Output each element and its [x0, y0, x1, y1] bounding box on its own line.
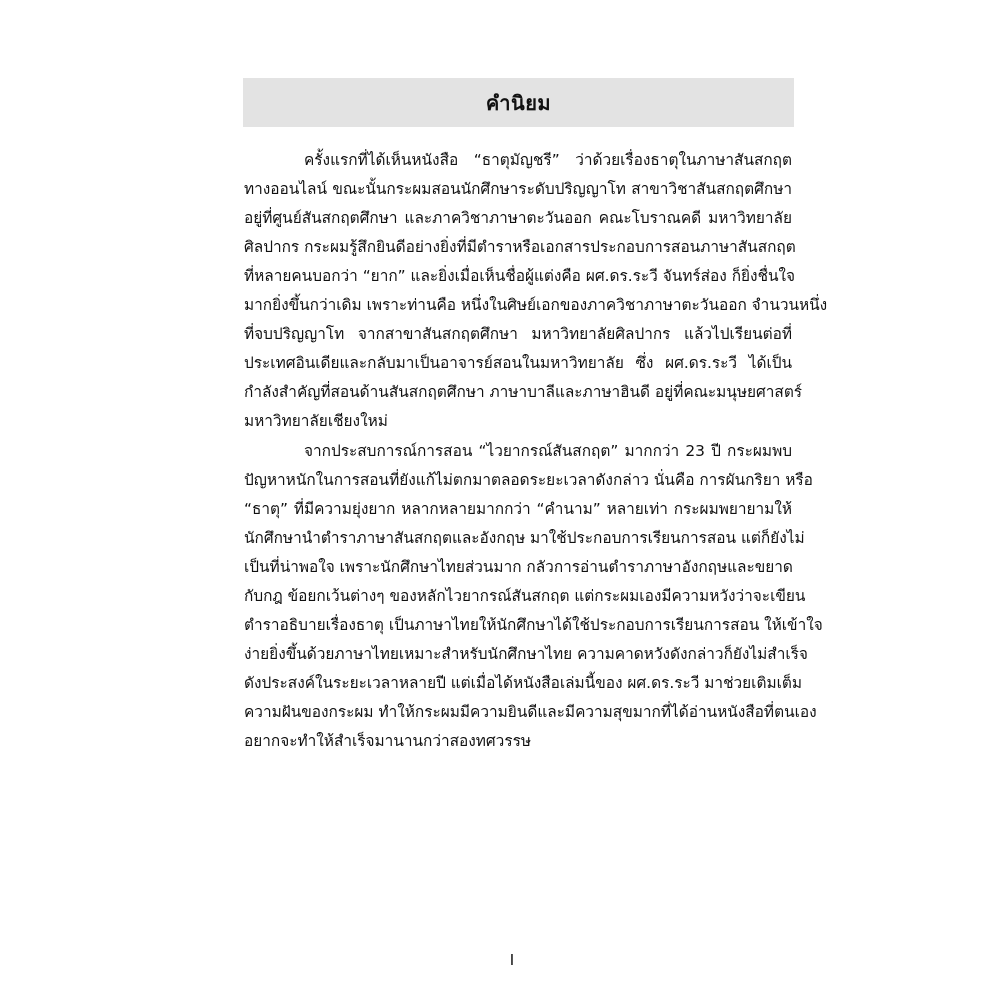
paragraph-line: นักศึกษานำตำราภาษาสันสกฤตและอังกฤษ มาใช้ประกอบการเรียนการสอน แต่ก็ยังไม่ — [244, 529, 805, 547]
page-title: คำนิยม — [485, 90, 552, 115]
paragraph-line: “ธาตุ” ที่มีความยุ่งยาก หลากหลายมากกว่า “คำนาม” หลายเท่า กระผมพยายามให้ — [244, 500, 792, 518]
paragraph-line: ดังประสงค์ในระยะเวลาหลายปี แต่เมื่อได้หนังสือเล่มนี้ของ ผศ.ดร.ระวี มาช่วยเติมเต็ม — [244, 674, 802, 692]
paragraph-line: ความฝันของกระผม ทำให้กระผมมีความยินดีและมีความสุขมากที่ได้อ่านหนังสือที่ตนเอง — [244, 703, 817, 721]
paragraph-line: ที่จบปริญญาโท จากสาขาสันสกฤตศึกษา มหาวิทยาลัยศิลปากร แล้วไปเรียนต่อที่ — [244, 325, 792, 343]
paragraph-line: กับกฎ ข้อยกเว้นต่างๆ ของหลักไวยากรณ์สันสกฤต แต่กระผมเองมีความหวังว่าจะเขียน — [244, 587, 806, 605]
paragraph-line: ศิลปากร กระผมรู้สึกยินดีอย่างยิ่งที่มีตำราหรือเอกสารประกอบการสอนภาษาสันสกฤต — [244, 238, 796, 256]
title-band — [243, 78, 794, 127]
paragraph-line: มหาวิทยาลัยเชียงใหม่ — [244, 412, 388, 430]
paragraph-line: ที่หลายคนบอกว่า “ยาก” และยิ่งเมื่อเห็นชื่อผู้แต่งคือ ผศ.ดร.ระวี จันทร์ส่อง ก็ยิ่งชื่นใจ — [244, 267, 796, 285]
paragraph-line: จากประสบการณ์การสอน “ไวยากรณ์สันสกฤต” มากกว่า 23 ปี กระผมพบ — [304, 442, 792, 460]
paragraph-line: ง่ายยิ่งขึ้นด้วยภาษาไทยเหมาะสำหรับนักศึกษาไทย ความคาดหวังดังกล่าวก็ยังไม่สำเร็จ — [244, 645, 808, 663]
paragraph-line: ประเทศอินเดียและกลับมาเป็นอาจารย์สอนในมหาวิทยาลัย ซึ่ง ผศ.ดร.ระวี ได้เป็น — [244, 354, 792, 372]
paragraph-1 — [244, 146, 828, 436]
paragraph-line: ตำราอธิบายเรื่องธาตุ เป็นภาษาไทยให้นักศึกษาได้ใช้ประกอบการเรียนการสอน ให้เข้าใจ — [244, 616, 823, 634]
paragraph-line: เป็นที่น่าพอใจ เพราะนักศึกษาไทยส่วนมาก กลัวการอ่านตำราภาษาอังกฤษและขยาด — [244, 558, 793, 576]
paragraph-line: ครั้งแรกที่ได้เห็นหนังสือ “ธาตุมัญชรี” ว่าด้วยเรื่องธาตุในภาษาสันสกฤต — [304, 151, 792, 169]
paragraph-2 — [244, 437, 823, 756]
paragraph-line: อยากจะทำให้สำเร็จมานานกว่าสองทศวรรษ — [244, 732, 531, 750]
page-number: I — [509, 951, 515, 969]
paragraph-line: มากยิ่งขึ้นกว่าเดิม เพราะท่านคือ หนึ่งในศิษย์เอกของภาควิชาภาษาตะวันออก จำนวนหนึ่ง — [244, 296, 828, 314]
paragraph-line: อยู่ที่ศูนย์สันสกฤตศึกษา และภาควิชาภาษาตะวันออก คณะโบราณคดี มหาวิทยาลัย — [244, 209, 792, 227]
paragraph-line: ทางออนไลน์ ขณะนั้นกระผมสอนนักศึกษาระดับปริญญาโท สาขาวิชาสันสกฤตศึกษา — [244, 180, 792, 198]
paragraph-line: กำลังสำคัญที่สอนด้านสันสกฤตศึกษา ภาษาบาลีและภาษาฮินดี อยู่ที่คณะมนุษยศาสตร์ — [244, 383, 803, 401]
paragraph-line: ปัญหาหนักในการสอนที่ยังแก้ไม่ตกมาตลอดระยะเวลาดังกล่าว นั่นคือ การผันกริยา หรือ — [244, 471, 813, 489]
